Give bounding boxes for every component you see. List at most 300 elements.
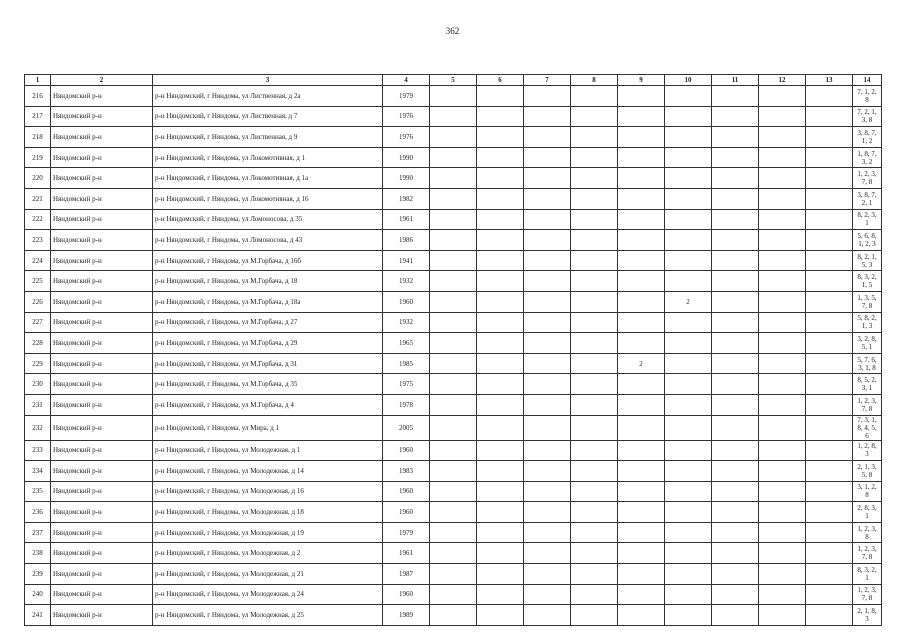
col6-cell <box>477 440 524 461</box>
table-row <box>25 522 882 543</box>
col6-cell <box>477 461 524 482</box>
col7-cell <box>524 394 571 415</box>
col7-cell <box>524 271 571 292</box>
col13-cell <box>806 440 853 461</box>
col9-cell <box>618 271 665 292</box>
address-cell: р-н Няндомский, г Няндома, ул Лиственная, д 7 <box>153 106 383 127</box>
table-row <box>25 440 882 461</box>
col10-cell <box>665 230 712 251</box>
col5-cell <box>430 522 477 543</box>
col9-cell <box>618 522 665 543</box>
col11-cell <box>712 168 759 189</box>
col12-cell <box>759 481 806 502</box>
col6-cell <box>477 168 524 189</box>
address-cell: р-н Няндомский, г Няндома, ул Молодежная, д 14 <box>153 461 383 482</box>
col5-cell <box>430 291 477 312</box>
col12-cell <box>759 291 806 312</box>
year-cell: 1978 <box>383 394 430 415</box>
col8-cell <box>571 106 618 127</box>
table-row <box>25 502 882 523</box>
col11-cell <box>712 584 759 605</box>
col10-cell <box>665 440 712 461</box>
col11-cell <box>712 440 759 461</box>
codes-cell: 8, 2, 3, 1 <box>853 209 882 230</box>
address-cell: р-н Няндомский, г Няндома, ул Локомотивная, д 1а <box>153 168 383 189</box>
col5-cell <box>430 394 477 415</box>
col7-cell <box>524 250 571 271</box>
address-cell: р-н Няндомский, г Няндома, ул Ломоносова, д 35 <box>153 209 383 230</box>
col10-cell <box>665 374 712 395</box>
table-row <box>25 291 882 312</box>
col5-cell <box>430 415 477 440</box>
row-number-cell: 218 <box>25 127 51 148</box>
col8-cell <box>571 353 618 374</box>
col9-cell <box>618 147 665 168</box>
col8-cell <box>571 502 618 523</box>
col12-cell <box>759 440 806 461</box>
column-header: 8 <box>571 75 618 86</box>
year-cell: 1932 <box>383 271 430 292</box>
codes-cell: 1, 8, 7, 3, 2 <box>853 147 882 168</box>
codes-cell: 8, 5, 2, 3, 1 <box>853 374 882 395</box>
col8-cell <box>571 230 618 251</box>
column-header: 11 <box>712 75 759 86</box>
table-row <box>25 312 882 333</box>
col11-cell <box>712 461 759 482</box>
col11-cell <box>712 481 759 502</box>
col6-cell <box>477 106 524 127</box>
col6-cell <box>477 502 524 523</box>
year-cell: 1982 <box>383 188 430 209</box>
col11-cell <box>712 271 759 292</box>
col8-cell <box>571 584 618 605</box>
table-row <box>25 230 882 251</box>
col10-cell <box>665 106 712 127</box>
row-number-cell: 233 <box>25 440 51 461</box>
col11-cell <box>712 86 759 107</box>
address-cell: р-н Няндомский, г Няндома, ул М.Горбача, д 18 <box>153 271 383 292</box>
col7-cell <box>524 106 571 127</box>
col13-cell <box>806 127 853 148</box>
col10-cell <box>665 481 712 502</box>
col13-cell <box>806 333 853 354</box>
col10-cell <box>665 312 712 333</box>
year-cell: 1960 <box>383 502 430 523</box>
col12-cell <box>759 168 806 189</box>
row-number-cell: 219 <box>25 147 51 168</box>
col13-cell <box>806 230 853 251</box>
district-cell: Няндомский р-н <box>51 209 153 230</box>
year-cell: 1976 <box>383 127 430 148</box>
col6-cell <box>477 333 524 354</box>
col12-cell <box>759 543 806 564</box>
row-number-cell: 228 <box>25 333 51 354</box>
codes-cell: 3, 1, 2, 8 <box>853 481 882 502</box>
row-number-cell: 226 <box>25 291 51 312</box>
col11-cell <box>712 374 759 395</box>
year-cell: 1989 <box>383 605 430 626</box>
col9-cell <box>618 564 665 585</box>
codes-cell: 2, 8, 3, 1 <box>853 502 882 523</box>
year-cell: 1979 <box>383 86 430 107</box>
table-row <box>25 394 882 415</box>
col5-cell <box>430 147 477 168</box>
col11-cell <box>712 543 759 564</box>
col9-cell <box>618 230 665 251</box>
district-cell: Няндомский р-н <box>51 106 153 127</box>
col11-cell <box>712 605 759 626</box>
col7-cell <box>524 312 571 333</box>
col10-cell <box>665 502 712 523</box>
table-body <box>25 86 882 626</box>
col6-cell <box>477 374 524 395</box>
codes-cell: 8, 3, 2, 1 <box>853 564 882 585</box>
table-row <box>25 127 882 148</box>
year-cell: 1960 <box>383 440 430 461</box>
row-number-cell: 217 <box>25 106 51 127</box>
year-cell: 1975 <box>383 374 430 395</box>
col7-cell <box>524 502 571 523</box>
col13-cell <box>806 584 853 605</box>
col5-cell <box>430 543 477 564</box>
col9-cell <box>618 394 665 415</box>
col9-cell <box>618 188 665 209</box>
col13-cell <box>806 312 853 333</box>
col8-cell <box>571 522 618 543</box>
district-cell: Няндомский р-н <box>51 188 153 209</box>
registry-table <box>24 74 882 626</box>
col7-cell <box>524 353 571 374</box>
col12-cell <box>759 415 806 440</box>
codes-cell: 1, 2, 3, 7, 8 <box>853 394 882 415</box>
column-header: 1 <box>25 75 51 86</box>
col12-cell <box>759 106 806 127</box>
col12-cell <box>759 147 806 168</box>
col12-cell <box>759 188 806 209</box>
col5-cell <box>430 127 477 148</box>
year-cell: 1941 <box>383 250 430 271</box>
column-header: 14 <box>853 75 882 86</box>
table-row <box>25 147 882 168</box>
table-row <box>25 481 882 502</box>
col5-cell <box>430 106 477 127</box>
col9-cell <box>618 86 665 107</box>
col7-cell <box>524 127 571 148</box>
col11-cell <box>712 188 759 209</box>
address-cell: р-н Няндомский, г Няндома, ул М.Горбача, д 27 <box>153 312 383 333</box>
col12-cell <box>759 230 806 251</box>
col9-cell <box>618 333 665 354</box>
col7-cell <box>524 584 571 605</box>
col8-cell <box>571 209 618 230</box>
col5-cell <box>430 564 477 585</box>
row-number-cell: 220 <box>25 168 51 189</box>
row-number-cell: 238 <box>25 543 51 564</box>
col13-cell <box>806 481 853 502</box>
col12-cell <box>759 333 806 354</box>
col7-cell <box>524 374 571 395</box>
year-cell: 1990 <box>383 168 430 189</box>
codes-cell: 1, 2, 3, 7, 8 <box>853 543 882 564</box>
year-cell: 1960 <box>383 291 430 312</box>
col11-cell <box>712 127 759 148</box>
col6-cell <box>477 312 524 333</box>
row-number-cell: 232 <box>25 415 51 440</box>
table-row <box>25 415 882 440</box>
col10-cell: 2 <box>665 291 712 312</box>
codes-cell: 1, 2, 3, 8 <box>853 522 882 543</box>
codes-cell: 2, 1, 8, 3 <box>853 605 882 626</box>
codes-cell: 1, 2, 3, 7, 8 <box>853 584 882 605</box>
address-cell: р-н Няндомский, г Няндома, ул М.Горбача, д 16б <box>153 250 383 271</box>
col10-cell <box>665 271 712 292</box>
table-row <box>25 250 882 271</box>
col10-cell <box>665 209 712 230</box>
col7-cell <box>524 461 571 482</box>
col9-cell: 2 <box>618 353 665 374</box>
col11-cell <box>712 502 759 523</box>
col12-cell <box>759 584 806 605</box>
col7-cell <box>524 333 571 354</box>
district-cell: Няндомский р-н <box>51 271 153 292</box>
col5-cell <box>430 461 477 482</box>
col5-cell <box>430 502 477 523</box>
codes-cell: 1, 2, 3, 7, 8 <box>853 168 882 189</box>
col9-cell <box>618 502 665 523</box>
col5-cell <box>430 584 477 605</box>
col12-cell <box>759 127 806 148</box>
col9-cell <box>618 168 665 189</box>
col10-cell <box>665 250 712 271</box>
col8-cell <box>571 481 618 502</box>
col10-cell <box>665 564 712 585</box>
col8-cell <box>571 543 618 564</box>
codes-cell: 7, 1, 2, 8 <box>853 86 882 107</box>
year-cell: 1961 <box>383 543 430 564</box>
col7-cell <box>524 147 571 168</box>
col9-cell <box>618 374 665 395</box>
col13-cell <box>806 374 853 395</box>
address-cell: р-н Няндомский, г Няндома, ул Лиственная, д 9 <box>153 127 383 148</box>
col8-cell <box>571 127 618 148</box>
col12-cell <box>759 312 806 333</box>
col5-cell <box>430 333 477 354</box>
col12-cell <box>759 461 806 482</box>
col8-cell <box>571 415 618 440</box>
col13-cell <box>806 353 853 374</box>
address-cell: р-н Няндомский, г Няндома, ул Молодежная, д 18 <box>153 502 383 523</box>
address-cell: р-н Няндомский, г Няндома, ул Локомотивная, д 16 <box>153 188 383 209</box>
table-row <box>25 353 882 374</box>
district-cell: Няндомский р-н <box>51 522 153 543</box>
col7-cell <box>524 564 571 585</box>
col13-cell <box>806 564 853 585</box>
year-cell: 1979 <box>383 522 430 543</box>
address-cell: р-н Няндомский, г Няндома, ул Молодежная, д 16 <box>153 481 383 502</box>
col6-cell <box>477 353 524 374</box>
district-cell: Няндомский р-н <box>51 312 153 333</box>
col11-cell <box>712 522 759 543</box>
table-row <box>25 333 882 354</box>
col10-cell <box>665 188 712 209</box>
row-number-cell: 223 <box>25 230 51 251</box>
col13-cell <box>806 250 853 271</box>
col6-cell <box>477 605 524 626</box>
table-row <box>25 564 882 585</box>
year-cell: 1965 <box>383 333 430 354</box>
col11-cell <box>712 230 759 251</box>
col10-cell <box>665 127 712 148</box>
col7-cell <box>524 543 571 564</box>
table-row <box>25 461 882 482</box>
district-cell: Няндомский р-н <box>51 333 153 354</box>
col5-cell <box>430 86 477 107</box>
col9-cell <box>618 209 665 230</box>
col10-cell <box>665 522 712 543</box>
col6-cell <box>477 209 524 230</box>
col13-cell <box>806 188 853 209</box>
col8-cell <box>571 394 618 415</box>
col8-cell <box>571 147 618 168</box>
row-number-cell: 225 <box>25 271 51 292</box>
col9-cell <box>618 291 665 312</box>
col9-cell <box>618 543 665 564</box>
col10-cell <box>665 461 712 482</box>
col8-cell <box>571 461 618 482</box>
col13-cell <box>806 271 853 292</box>
col11-cell <box>712 147 759 168</box>
district-cell: Няндомский р-н <box>51 250 153 271</box>
col6-cell <box>477 147 524 168</box>
year-cell: 1960 <box>383 481 430 502</box>
col5-cell <box>430 440 477 461</box>
col10-cell <box>665 86 712 107</box>
codes-cell: 5, 6, 8, 1, 2, 3 <box>853 230 882 251</box>
col5-cell <box>430 312 477 333</box>
address-cell: р-н Няндомский, г Няндома, ул М.Горбача, д 4 <box>153 394 383 415</box>
col10-cell <box>665 168 712 189</box>
col9-cell <box>618 440 665 461</box>
address-cell: р-н Няндомский, г Няндома, ул Локомотивная, д 1 <box>153 147 383 168</box>
codes-cell: 7, 2, 1, 3, 8 <box>853 106 882 127</box>
year-cell: 1990 <box>383 147 430 168</box>
district-cell: Няндомский р-н <box>51 502 153 523</box>
col6-cell <box>477 86 524 107</box>
col7-cell <box>524 230 571 251</box>
col10-cell <box>665 543 712 564</box>
codes-cell: 3, 2, 8, 5, 1 <box>853 333 882 354</box>
codes-cell: 3, 8, 7, 2, 1 <box>853 188 882 209</box>
table-row <box>25 188 882 209</box>
col6-cell <box>477 188 524 209</box>
district-cell: Няндомский р-н <box>51 564 153 585</box>
row-number-cell: 239 <box>25 564 51 585</box>
column-header: 7 <box>524 75 571 86</box>
column-header: 9 <box>618 75 665 86</box>
row-number-cell: 241 <box>25 605 51 626</box>
col9-cell <box>618 250 665 271</box>
col8-cell <box>571 440 618 461</box>
col13-cell <box>806 502 853 523</box>
col10-cell <box>665 147 712 168</box>
col12-cell <box>759 86 806 107</box>
address-cell: р-н Няндомский, г Няндома, ул Молодежная, д 21 <box>153 564 383 585</box>
codes-cell: 7, 3, 1, 8, 4, 5, 6 <box>853 415 882 440</box>
col7-cell <box>524 481 571 502</box>
col8-cell <box>571 564 618 585</box>
column-header: 5 <box>430 75 477 86</box>
table-row <box>25 86 882 107</box>
row-number-cell: 234 <box>25 461 51 482</box>
address-cell: р-н Няндомский, г Няндома, ул Ломоносова, д 43 <box>153 230 383 251</box>
col5-cell <box>430 168 477 189</box>
address-cell: р-н Няндомский, г Няндома, ул М.Горбача, д 18а <box>153 291 383 312</box>
col8-cell <box>571 605 618 626</box>
column-header: 12 <box>759 75 806 86</box>
col13-cell <box>806 522 853 543</box>
col9-cell <box>618 127 665 148</box>
col9-cell <box>618 605 665 626</box>
col8-cell <box>571 250 618 271</box>
codes-cell: 8, 2, 1, 5, 3 <box>853 250 882 271</box>
col5-cell <box>430 605 477 626</box>
col13-cell <box>806 394 853 415</box>
col13-cell <box>806 291 853 312</box>
row-number-cell: 224 <box>25 250 51 271</box>
col5-cell <box>430 209 477 230</box>
col7-cell <box>524 522 571 543</box>
row-number-cell: 230 <box>25 374 51 395</box>
col11-cell <box>712 250 759 271</box>
address-cell: р-н Няндомский, г Няндома, ул Молодежная, д 2 <box>153 543 383 564</box>
col12-cell <box>759 374 806 395</box>
codes-cell: 8, 3, 2, 1, 5 <box>853 271 882 292</box>
col13-cell <box>806 415 853 440</box>
col9-cell <box>618 312 665 333</box>
col6-cell <box>477 394 524 415</box>
district-cell: Няндомский р-н <box>51 127 153 148</box>
col5-cell <box>430 374 477 395</box>
address-cell: р-н Няндомский, г Няндома, ул М.Горбача, д 31 <box>153 353 383 374</box>
col11-cell <box>712 106 759 127</box>
codes-cell: 2, 1, 3, 5, 8 <box>853 461 882 482</box>
year-cell: 1932 <box>383 312 430 333</box>
district-cell: Няндомский р-н <box>51 605 153 626</box>
col12-cell <box>759 502 806 523</box>
col11-cell <box>712 209 759 230</box>
col10-cell <box>665 605 712 626</box>
col9-cell <box>618 584 665 605</box>
col7-cell <box>524 440 571 461</box>
col12-cell <box>759 564 806 585</box>
col7-cell <box>524 209 571 230</box>
table-row <box>25 374 882 395</box>
table-row <box>25 168 882 189</box>
row-number-cell: 222 <box>25 209 51 230</box>
column-header: 6 <box>477 75 524 86</box>
codes-cell: 3, 8, 7, 1, 2 <box>853 127 882 148</box>
table-row <box>25 271 882 292</box>
address-cell: р-н Няндомский, г Няндома, ул Молодежная, д 24 <box>153 584 383 605</box>
col9-cell <box>618 106 665 127</box>
column-header: 13 <box>806 75 853 86</box>
district-cell: Няндомский р-н <box>51 415 153 440</box>
col11-cell <box>712 333 759 354</box>
col13-cell <box>806 106 853 127</box>
col11-cell <box>712 353 759 374</box>
codes-cell: 1, 2, 8, 3 <box>853 440 882 461</box>
col8-cell <box>571 168 618 189</box>
